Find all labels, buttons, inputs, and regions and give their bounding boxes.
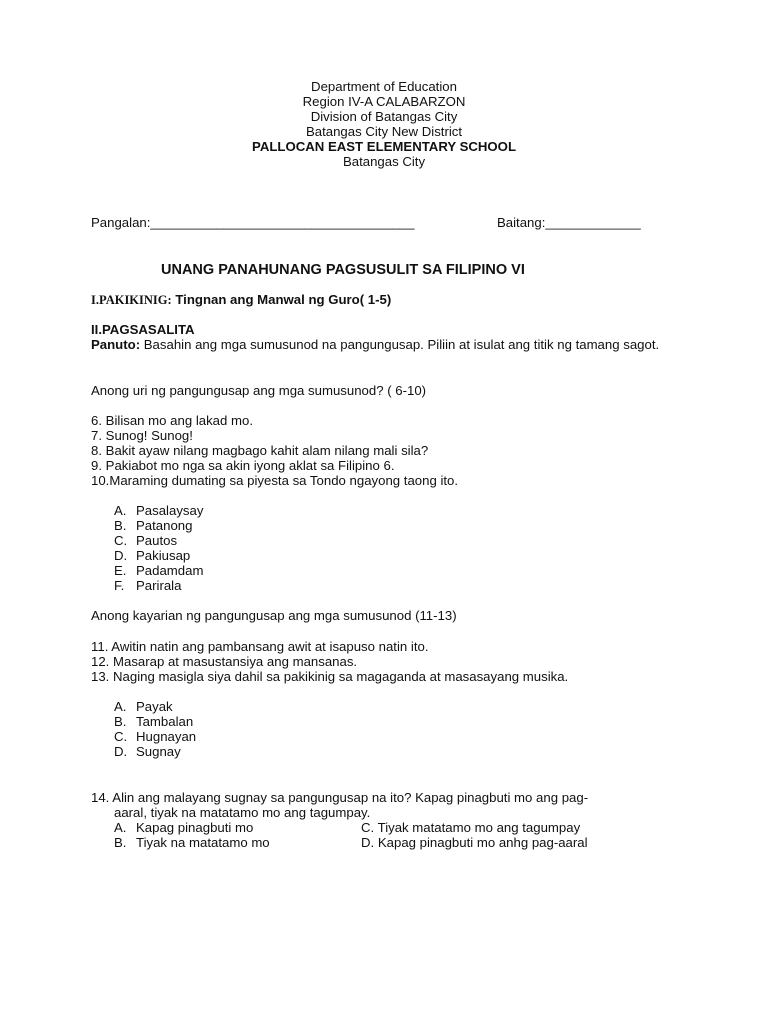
choice-text: Payak (136, 699, 173, 714)
question-item: 12. Masarap at masustansiya ang mansanas. (91, 654, 358, 669)
section2-question: Anong kayarian ng pangungusap ang mga sumusunod (11-13) (91, 608, 457, 623)
question-item: 6. Bilisan mo ang lakad mo. (91, 413, 253, 428)
part1-text: Tingnan ang Manwal ng Guro( 1-5) (171, 292, 392, 307)
choice-option (114, 533, 177, 548)
choice-option (114, 699, 173, 714)
choice-option (114, 714, 193, 729)
choice-option (361, 820, 580, 835)
panuto-label: Panuto: (91, 337, 141, 352)
choice-text: Sugnay (136, 744, 181, 759)
question-item: 10.Maraming dumating sa piyesta sa Tondo ngayong taong ito. (91, 473, 459, 488)
choice-letter: D. (361, 835, 375, 850)
header-city: Batangas City (342, 154, 426, 169)
question-item: 13. Naging masigla siya dahil sa pakikinig sa magaganda at masasayang musika. (91, 669, 569, 684)
choice-text: Kapag pinagbuti mo (136, 820, 254, 835)
choice-text: Patanong (136, 518, 193, 533)
exam-title: UNANG PANAHUNANG PAGSUSULIT SA FILIPINO VI (161, 262, 525, 278)
question-14-continued: aaral, tiyak na matatamo mo ang tagumpay. (114, 805, 371, 820)
choice-option (114, 729, 196, 744)
header-school: PALLOCAN EAST ELEMENTARY SCHOOL (252, 139, 516, 154)
question-item: 11. Awitin natin ang pambansang awit at isapuso natin ito. (91, 639, 429, 654)
choice-letter: D. (114, 744, 128, 759)
choice-option (114, 563, 203, 578)
choice-letter: A. (114, 820, 127, 835)
choice-text: Tiyak matatamo mo ang tagumpay (377, 820, 581, 835)
part1-label: I.PAKIKINIG: (91, 293, 172, 307)
part2-heading: II.PAGSASALITA (91, 322, 195, 337)
section1-question: Anong uri ng pangungusap ang mga sumusunod? ( 6-10) (91, 383, 427, 398)
choice-letter: D. (114, 548, 128, 563)
choice-option (114, 518, 192, 533)
choice-text: Pasalaysay (136, 503, 204, 518)
choice-letter: A. (114, 699, 127, 714)
choice-text: Pakiusap (136, 548, 191, 563)
question-item: 8. Bakit ayaw nilang magbago kahit alam nilang mali sila? (91, 443, 429, 458)
question-14: 14. Alin ang malayang sugnay sa pangungusap na ito? Kapag pinagbuti mo ang pag- (91, 790, 589, 805)
choice-option (114, 835, 270, 850)
choice-letter: E. (114, 563, 127, 578)
choice-letter: C. (361, 820, 375, 835)
choice-letter: A. (114, 503, 127, 518)
choice-letter: C. (114, 533, 128, 548)
choice-text: Kapag pinagbuti mo anhg pag-aaral (377, 835, 588, 850)
choice-text: Hugnayan (136, 729, 197, 744)
part1-line (91, 292, 391, 308)
choice-text: Pautos (136, 533, 178, 548)
question-item: 9. Pakiabot mo nga sa akin iyong aklat sa Filipino 6. (91, 458, 395, 473)
question-item: 7. Sunog! Sunog! (91, 428, 193, 443)
header-region: Region IV-A CALABARZON (302, 94, 466, 109)
choice-letter: B. (114, 714, 127, 729)
choice-text: Tambalan (136, 714, 194, 729)
choice-option (114, 548, 190, 563)
choice-letter: B. (114, 835, 127, 850)
choice-text: Parirala (136, 578, 182, 593)
choice-option (114, 503, 203, 518)
name-field: Pangalan:____________________________________ (91, 215, 415, 230)
choice-option (114, 744, 181, 759)
header-district: Batangas City New District (305, 124, 463, 139)
choice-letter: C. (114, 729, 128, 744)
choice-option (114, 820, 253, 835)
panuto-text: Basahin ang mga sumusunod na pangungusap. Piliin at isulat ang titik ng tamang sagot. (140, 337, 660, 352)
choice-letter: F. (114, 578, 125, 593)
panuto-instructions (91, 337, 677, 352)
choice-text: Padamdam (136, 563, 204, 578)
grade-field: Baitang:_____________ (497, 215, 641, 230)
header-department: Department of Education (311, 79, 457, 94)
choice-text: Tiyak na matatamo mo (136, 835, 270, 850)
choice-option (361, 835, 588, 850)
choice-option (114, 578, 181, 593)
choice-letter: B. (114, 518, 127, 533)
header-division: Division of Batangas City (310, 109, 458, 124)
